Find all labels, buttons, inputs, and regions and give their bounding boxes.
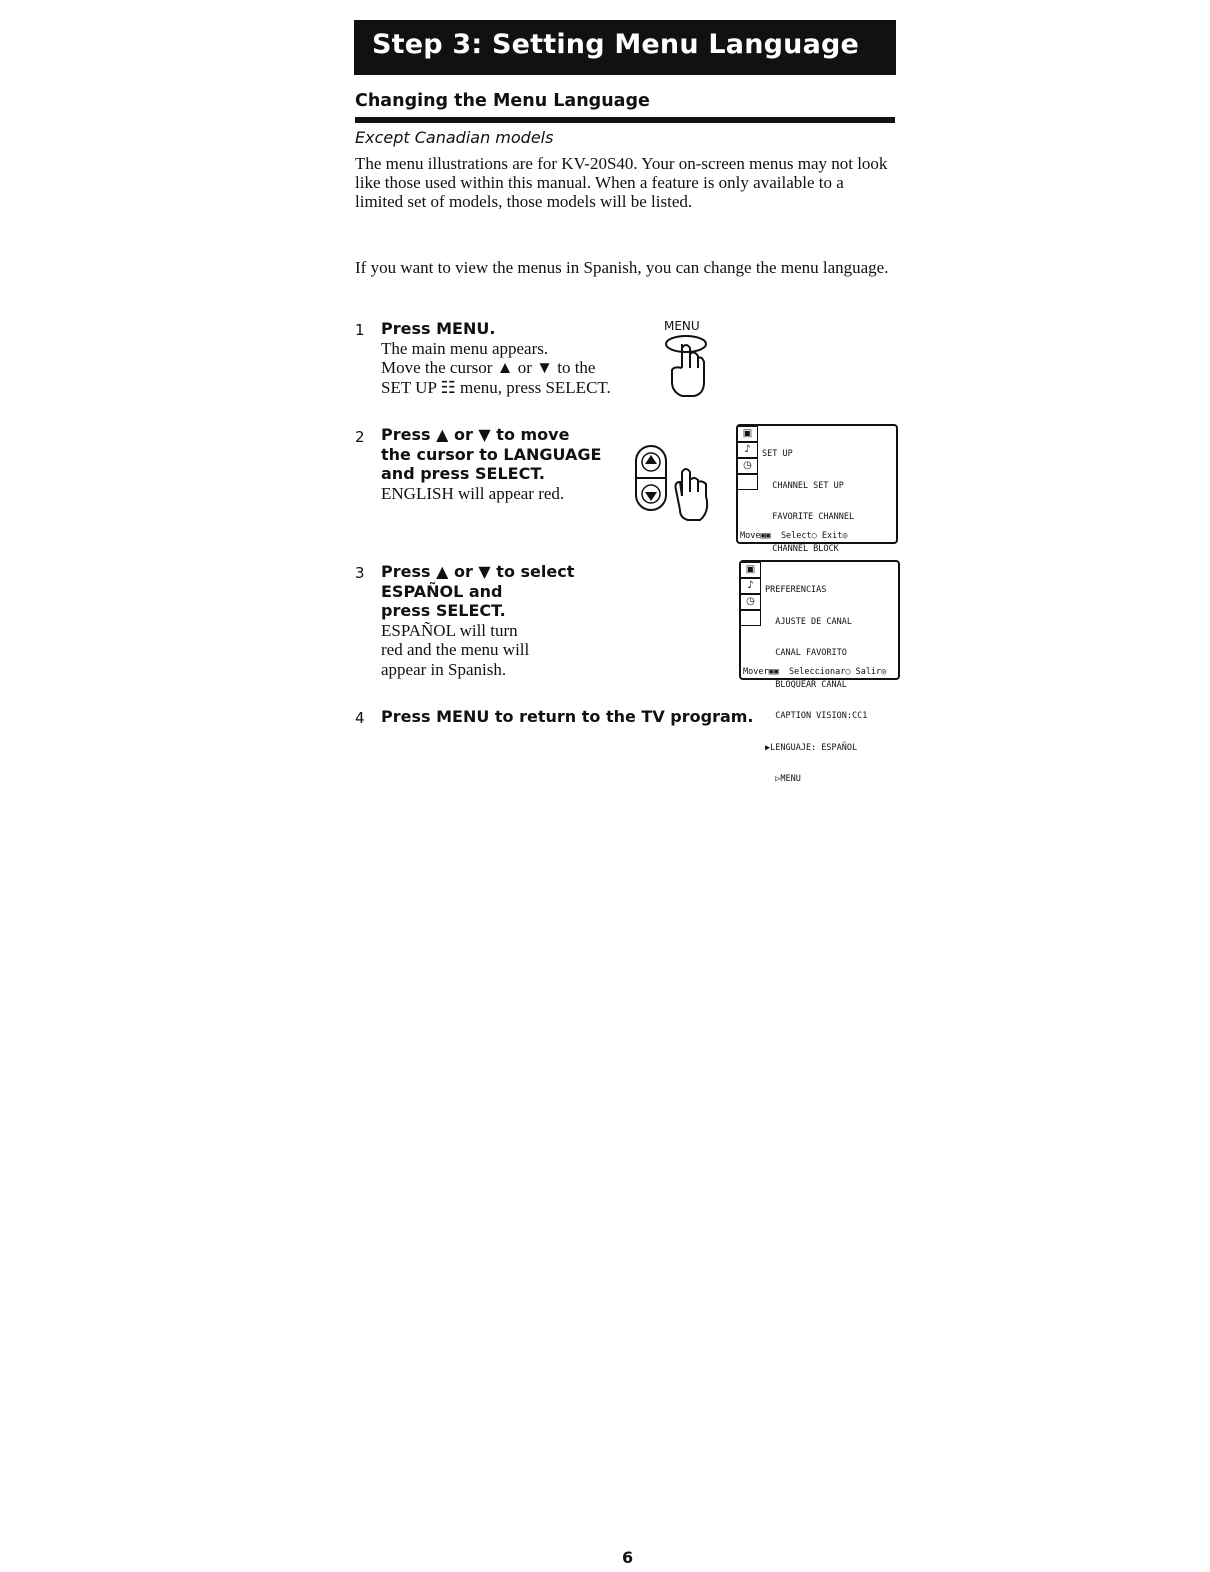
hand-press-menu-icon bbox=[660, 334, 716, 400]
step-1 bbox=[381, 319, 611, 397]
music-note-icon: ♪ bbox=[741, 578, 761, 594]
section-heading: Changing the Menu Language bbox=[355, 91, 650, 111]
intro-paragraph: The menu illustrations are for KV-20S40. Your on-screen menus may not look like those used within this manual. When a feature is only available to a limited set of models, those models will be listed. bbox=[355, 154, 888, 211]
tv-icon: ▣ bbox=[738, 426, 758, 442]
step-2-number: 2 bbox=[355, 428, 365, 446]
osd-icon-column bbox=[738, 426, 760, 490]
osd-spanish-footer: Mover▣▣ Seleccionar○ Salir◎ bbox=[743, 666, 887, 677]
osd-line: CAPTION VISION:CC1 bbox=[765, 711, 868, 721]
step-2-heading: Press ▲ or ▼ to move the cursor to LANGUAGE and press SELECT. bbox=[381, 425, 602, 483]
page-title: Step 3: Setting Menu Language bbox=[372, 29, 860, 60]
step-1-body: The main menu appears. Move the cursor ▲ or ▼ to the SET UP ☷ menu, press SELECT. bbox=[381, 338, 611, 397]
setup-icon bbox=[741, 610, 761, 626]
osd-icon-column bbox=[741, 562, 763, 626]
spanish-note-paragraph: If you want to view the menus in Spanish, you can change the menu language. bbox=[355, 258, 889, 277]
osd-line: CHANNEL BLOCK bbox=[762, 543, 839, 554]
subheading: Except Canadian models bbox=[355, 128, 554, 147]
step-2 bbox=[381, 425, 601, 503]
step-3-body: ESPAÑOL will turn red and the menu will appear in Spanish. bbox=[381, 620, 530, 679]
osd-english-menu bbox=[736, 424, 898, 554]
osd-line: ▷MENU bbox=[765, 774, 801, 784]
step-3-number: 3 bbox=[355, 564, 365, 582]
menu-key-label: MENU bbox=[664, 319, 700, 333]
osd-english-footer: Move▣▣ Select○ Exit◎ bbox=[740, 530, 848, 541]
step-3-heading: Press ▲ or ▼ to select ESPAÑOL and press SELECT. bbox=[381, 562, 575, 620]
osd-line: PREFERENCIAS bbox=[765, 585, 827, 595]
step-1-number: 1 bbox=[355, 321, 365, 339]
step-4-heading: Press MENU to return to the TV program. bbox=[381, 707, 754, 726]
osd-line: SET UP bbox=[762, 449, 793, 459]
page-number: 6 bbox=[622, 1548, 634, 1567]
step-1-heading: Press MENU. bbox=[381, 319, 496, 338]
clock-icon: ◷ bbox=[738, 458, 758, 474]
heading-rule bbox=[355, 117, 895, 123]
osd-spanish-lines bbox=[765, 564, 867, 806]
hand-press-arrow-keys-icon bbox=[632, 440, 722, 525]
osd-line: AJUSTE DE CANAL bbox=[765, 616, 852, 627]
osd-spanish-menu bbox=[739, 560, 900, 784]
setup-icon bbox=[738, 474, 758, 490]
osd-line: CANAL FAVORITO bbox=[765, 648, 847, 658]
osd-line: ▶LENGUAJE: ESPAÑOL bbox=[765, 742, 858, 753]
music-note-icon: ♪ bbox=[738, 442, 758, 458]
tv-icon: ▣ bbox=[741, 562, 761, 578]
step-4-number: 4 bbox=[355, 709, 365, 727]
clock-icon: ◷ bbox=[741, 594, 761, 610]
step-2-body: ENGLISH will appear red. bbox=[381, 483, 565, 503]
step-3 bbox=[381, 562, 574, 679]
osd-line: CHANNEL SET UP bbox=[762, 480, 844, 491]
osd-line: BLOQUEAR CANAL bbox=[765, 679, 847, 690]
osd-line: FAVORITE CHANNEL bbox=[762, 512, 855, 522]
title-banner bbox=[354, 20, 896, 75]
